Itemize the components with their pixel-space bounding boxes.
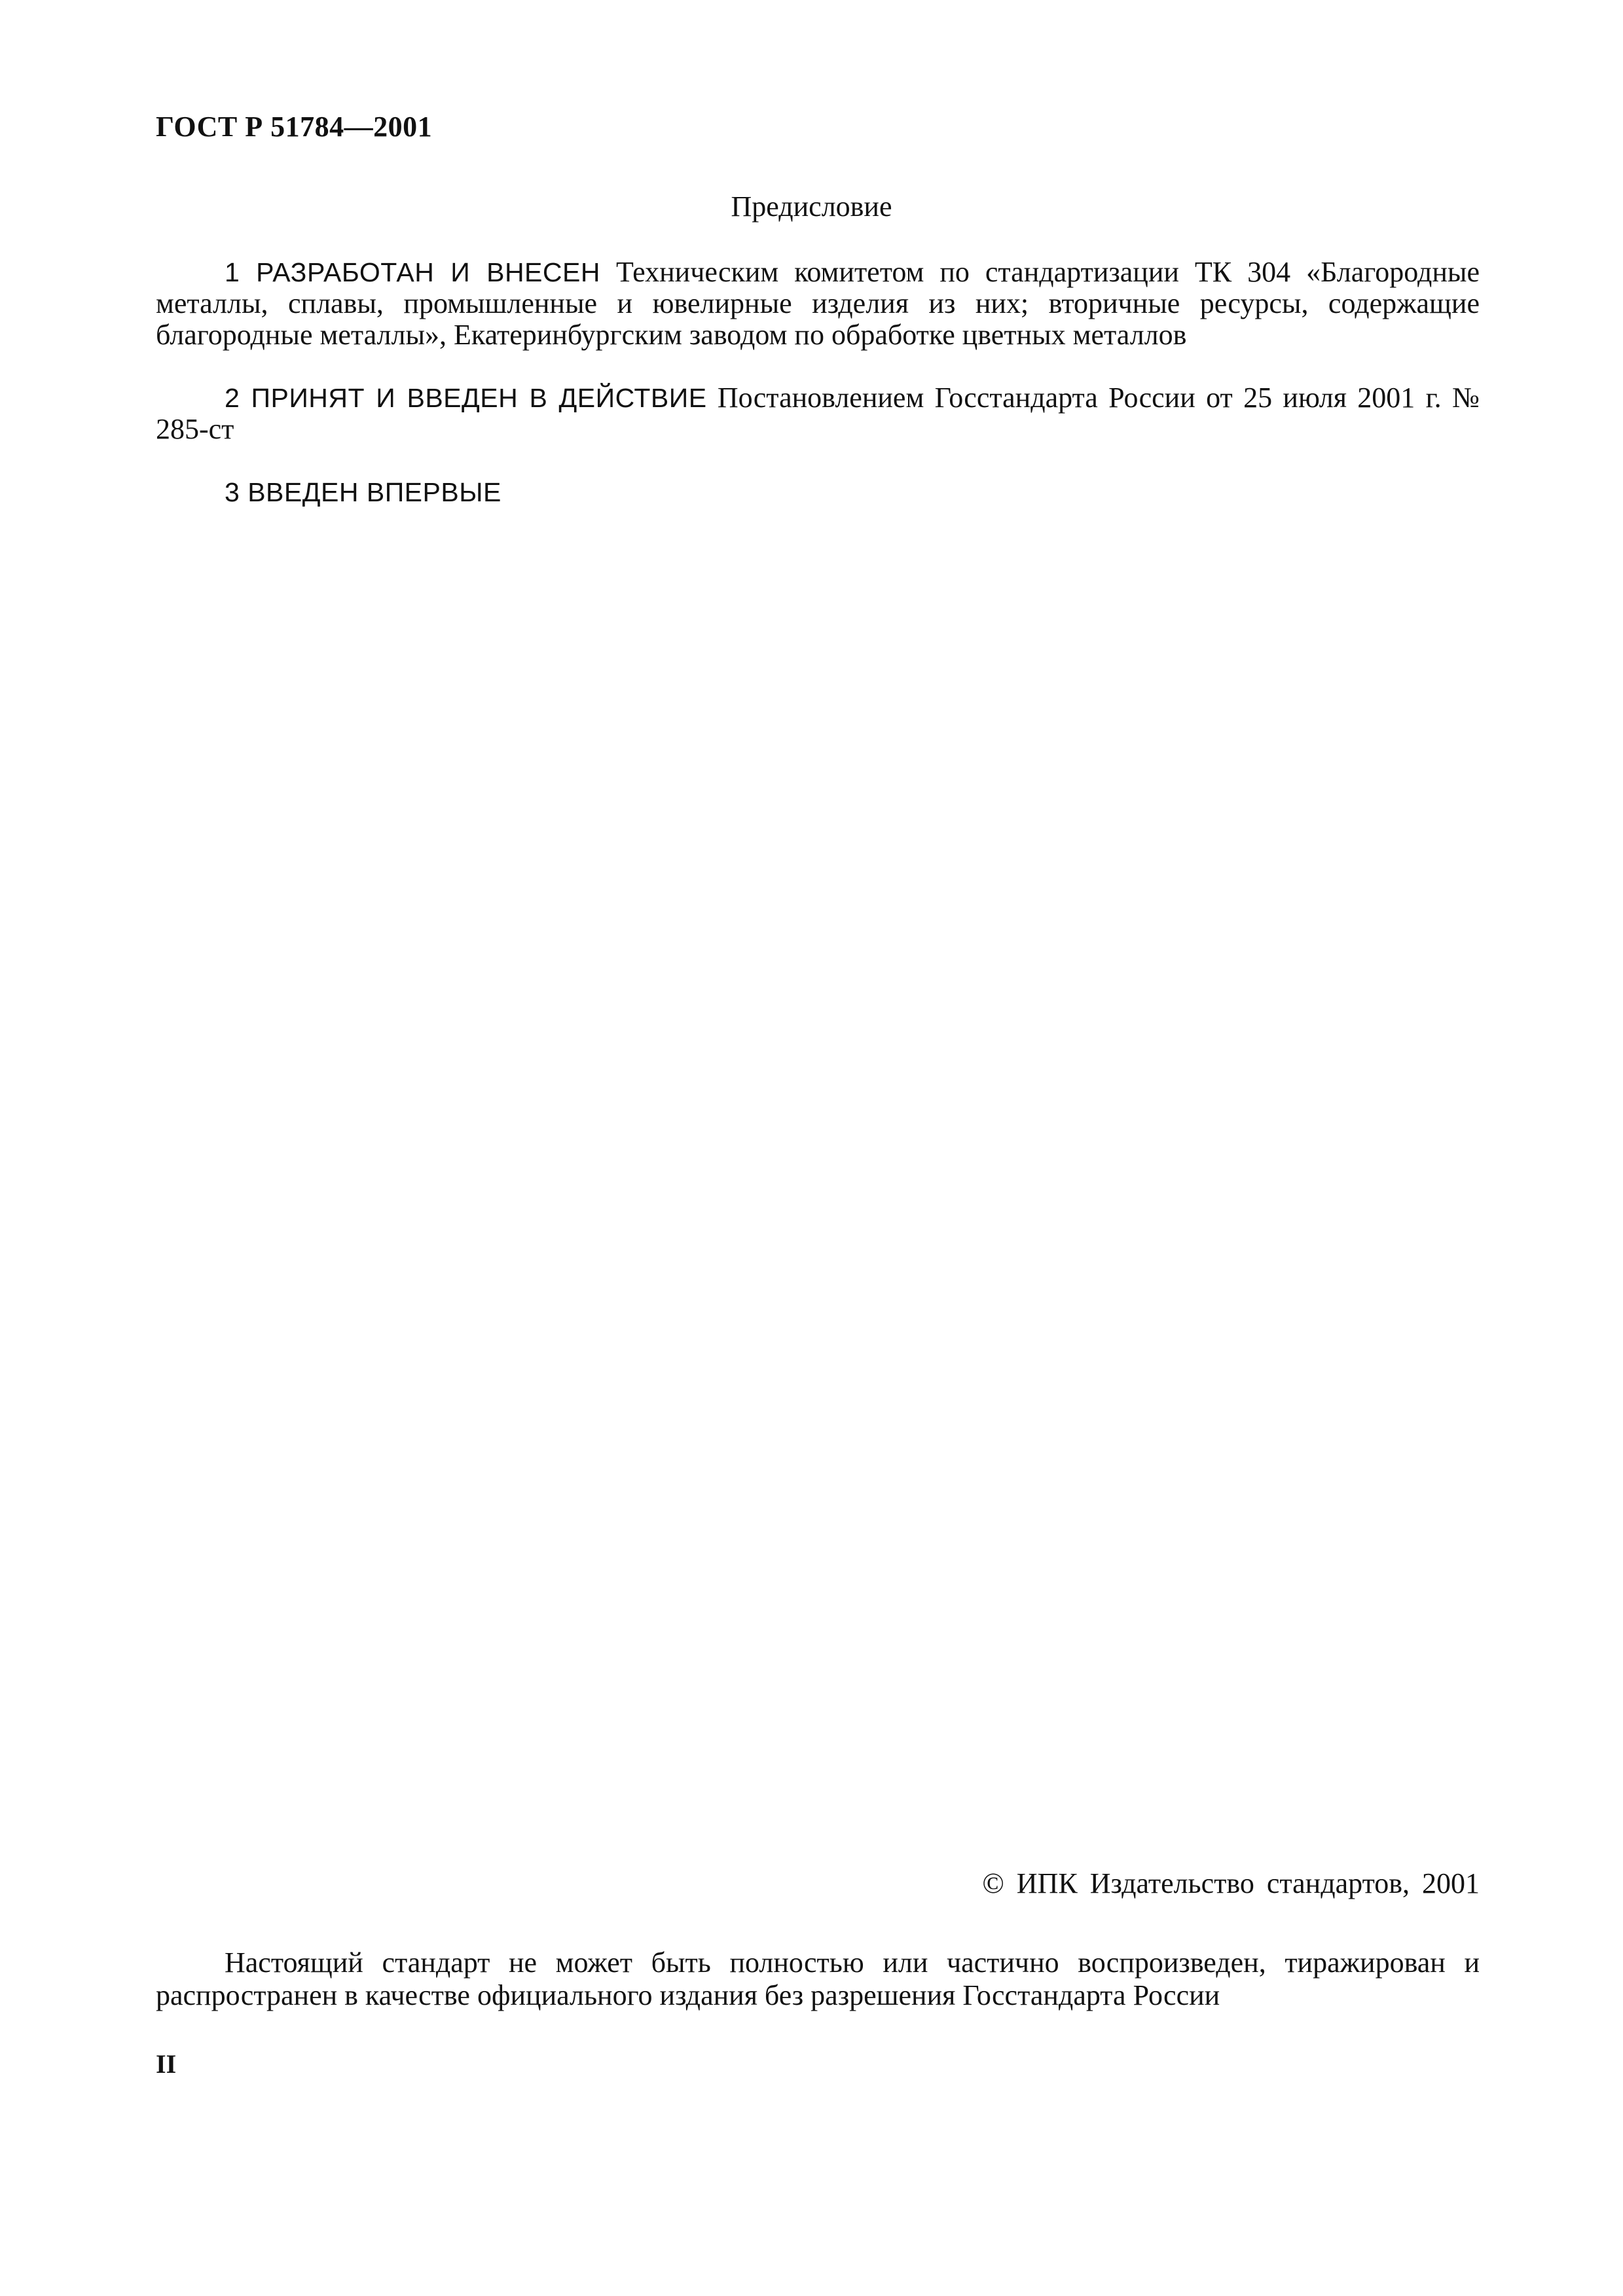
foreword-item-2-lead: 2 ПРИНЯТ И ВВЕДЕН В ДЕЙСТВИЕ (225, 383, 707, 413)
foreword-title: Предисловие (731, 190, 892, 223)
foreword-item-1-text: Техническим комитетом по стандартизации ТК 304 «Благородные металлы, сплавы, промышленные и ювелирные изделия из них; вторичные ресурсы, содержащие благородные металлы», Екатеринбургским заводом по обработке цветных металлов (156, 256, 1480, 351)
reproduction-notice: Настоящий стандарт не может быть полностью или частично воспроизведен, тиражирован и распространен в качестве официального издания без разрешения Госстандарта России (156, 1946, 1480, 2011)
foreword-item-1 (156, 257, 1480, 351)
foreword-item-1-lead: 1 РАЗРАБОТАН И ВНЕСЕН (225, 257, 600, 287)
page-number: II (156, 2049, 177, 2079)
foreword-item-2-text: Постановлением Госстандарта России от 25 июля 2001 г. № 285-ст (156, 382, 1480, 445)
copyright-line: © ИПК Издательство стандартов, 2001 (982, 1867, 1480, 1899)
foreword-item-3-lead: 3 ВВЕДЕН ВПЕРВЫЕ (225, 477, 501, 507)
standard-designation: ГОСТ Р 51784—2001 (156, 111, 433, 143)
foreword-item-2 (156, 382, 1480, 445)
foreword-item-3 (156, 476, 1480, 508)
